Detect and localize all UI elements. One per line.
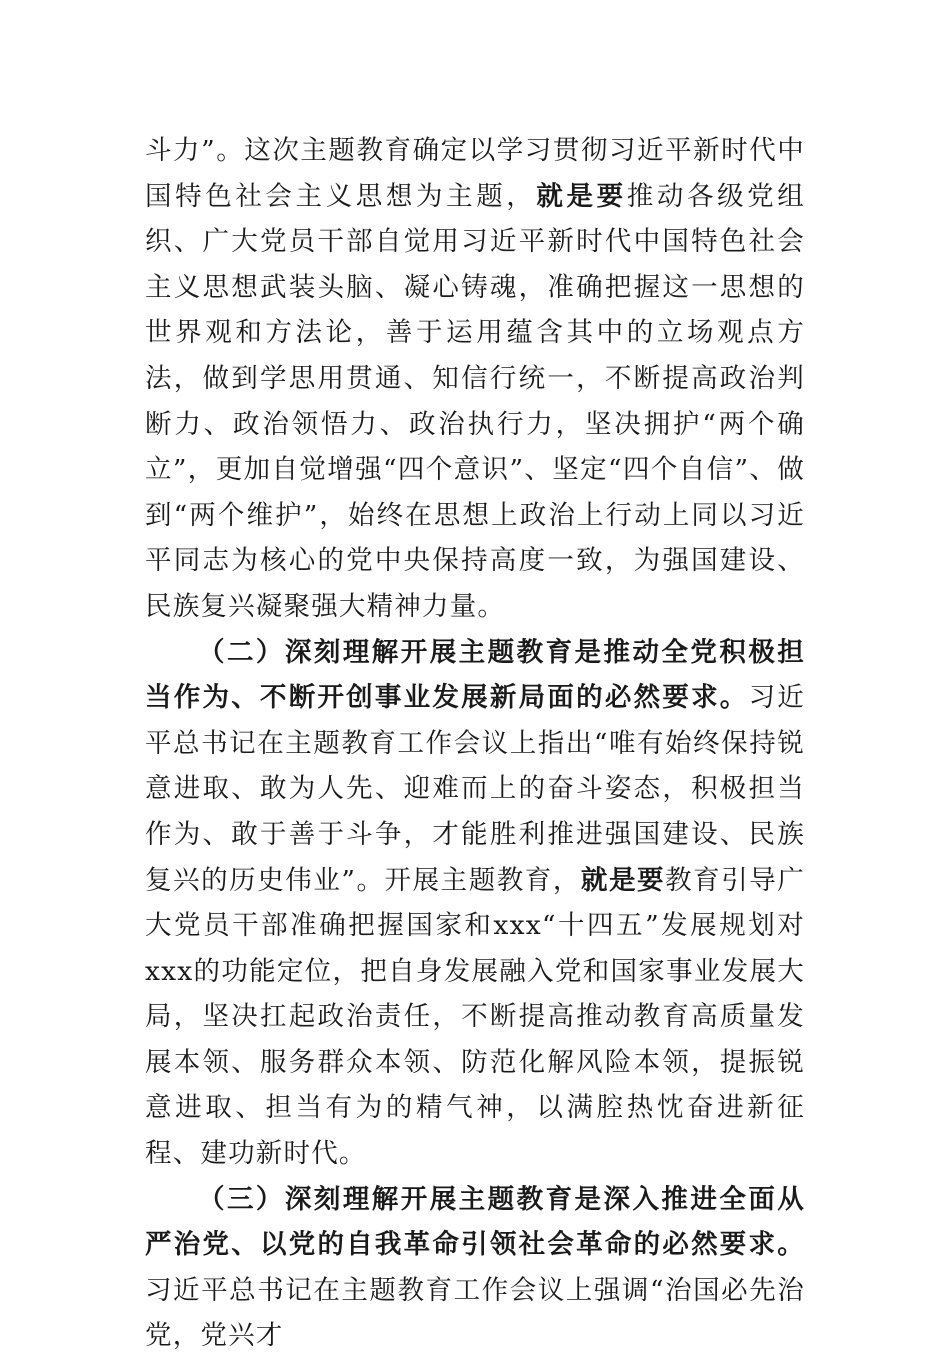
paragraph-1-emphasis: 就是要 xyxy=(536,180,627,212)
paragraph-2-text: 习近平总书记在主题教育工作会议上指出“唯有始终保持锐意进取、敢为人先、迎难而上的奋斗姿态，积极担当作为、敢于善于斗争，才能胜利推进强国建设、民族复兴的历史伟业”。开展主题教育， xyxy=(145,682,806,896)
paragraph-1 xyxy=(145,128,805,630)
section-heading-2: （二）深刻理解开展主题教育是推动全党积极担当作为、不断开创事业发展新局面的必然要求。 xyxy=(145,636,805,714)
paragraph-1-text: 斗力”。这次主题教育确定以学习贯彻习近平新时代中国特色社会主义思想为主题， xyxy=(145,135,805,212)
document-body xyxy=(145,128,805,1359)
paragraph-1-text-cont: 推动各级党组织、广大党员干部自觉用习近平新时代中国特色社会主义思想武装头脑、凝心铸魂，准确把握这一思想的世界观和方法论，善于运用蕴含其中的立场观点方法，做到学思用贯通、知信行统一，不断提高政治判断力、政治领悟力、政治执行力，坚决拥护“两个确立”，更加自觉增强“四个意识”、坚定“四个自信”、做到“两个维护”，始终在思想上政治上行动上同以习近平同志为核心的党中央保持高度一致，为强国建设、民族复兴凝聚强大精神力量。 xyxy=(145,180,805,622)
paragraph-3 xyxy=(145,1177,805,1359)
section-heading-3: （三）深刻理解开展主题教育是深入推进全面从严治党、以党的自我革命引领社会革命的必然要求。 xyxy=(145,1183,805,1261)
paragraph-2-text-cont: 教育引导广大党员干部准确把握国家和xxx“十四五”发展规划对xxx的功能定位，把自身发展融入党和国家事业发展大局，坚决扛起政治责任，不断提高推动教育高质量发展本领、服务群众本领、防范化解风险本领，提振锐意进取、担当有为的精气神，以满腔热忱奋进新征程、建功新时代。 xyxy=(145,864,806,1170)
paragraph-2 xyxy=(145,630,805,1177)
paragraph-3-text: 习近平总书记在主题教育工作会议上强调“治国必先治党，党兴才 xyxy=(145,1274,805,1352)
paragraph-2-emphasis: 就是要 xyxy=(580,864,666,896)
